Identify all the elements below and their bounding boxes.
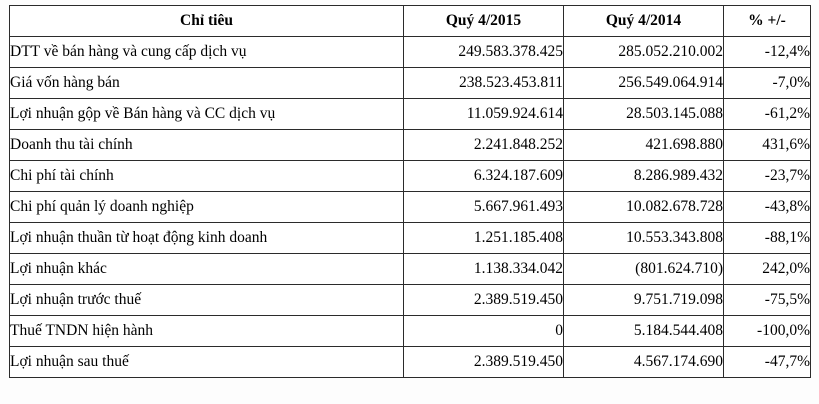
row-label: Thuế TNDN hiện hành [10, 316, 404, 347]
table-row [10, 285, 811, 316]
table-row [10, 130, 811, 161]
row-value-percent: -61,2% [724, 99, 811, 130]
column-header-percent-change: % +/- [724, 6, 811, 37]
row-value-percent: 242,0% [724, 254, 811, 285]
row-label: Lợi nhuận sau thuế [10, 347, 404, 378]
table-row [10, 37, 811, 68]
row-value-percent: -47,7% [724, 347, 811, 378]
row-label: DTT về bán hàng và cung cấp dịch vụ [10, 37, 404, 68]
table-header [10, 6, 811, 37]
table-row [10, 99, 811, 130]
row-value-q4-2015: 2.389.519.450 [404, 285, 564, 316]
row-value-q4-2015: 11.059.924.614 [404, 99, 564, 130]
row-value-q4-2014: 8.286.989.432 [564, 161, 724, 192]
financial-results-table [9, 5, 811, 378]
row-value-q4-2015: 249.583.378.425 [404, 37, 564, 68]
row-label: Chi phí quản lý doanh nghiệp [10, 192, 404, 223]
row-label: Lợi nhuận gộp về Bán hàng và CC dịch vụ [10, 99, 404, 130]
table-row [10, 68, 811, 99]
row-label: Lợi nhuận trước thuế [10, 285, 404, 316]
column-header-q4-2014: Quý 4/2014 [564, 6, 724, 37]
row-value-q4-2014: 9.751.719.098 [564, 285, 724, 316]
row-label: Chi phí tài chính [10, 161, 404, 192]
row-value-percent: -43,8% [724, 192, 811, 223]
row-label: Giá vốn hàng bán [10, 68, 404, 99]
row-value-q4-2015: 0 [404, 316, 564, 347]
column-header-q4-2015: Quý 4/2015 [404, 6, 564, 37]
row-value-q4-2015: 1.138.334.042 [404, 254, 564, 285]
row-value-q4-2015: 1.251.185.408 [404, 223, 564, 254]
row-value-q4-2014: 28.503.145.088 [564, 99, 724, 130]
row-value-q4-2014: 4.567.174.690 [564, 347, 724, 378]
table-row [10, 192, 811, 223]
row-value-q4-2014: 10.082.678.728 [564, 192, 724, 223]
row-value-q4-2014: (801.624.710) [564, 254, 724, 285]
row-value-percent: -7,0% [724, 68, 811, 99]
row-value-percent: -12,4% [724, 37, 811, 68]
row-value-q4-2014: 10.553.343.808 [564, 223, 724, 254]
table-body [10, 37, 811, 378]
row-value-percent: -100,0% [724, 316, 811, 347]
column-header-indicator: Chỉ tiêu [10, 6, 404, 37]
row-value-q4-2015: 2.241.848.252 [404, 130, 564, 161]
row-value-q4-2014: 285.052.210.002 [564, 37, 724, 68]
row-value-q4-2015: 6.324.187.609 [404, 161, 564, 192]
row-value-q4-2015: 2.389.519.450 [404, 347, 564, 378]
row-value-q4-2014: 5.184.544.408 [564, 316, 724, 347]
row-value-percent: 431,6% [724, 130, 811, 161]
row-value-q4-2015: 5.667.961.493 [404, 192, 564, 223]
table-header-row [10, 6, 811, 37]
table-row [10, 161, 811, 192]
row-value-percent: -75,5% [724, 285, 811, 316]
table-row [10, 254, 811, 285]
row-value-q4-2015: 238.523.453.811 [404, 68, 564, 99]
table-row [10, 316, 811, 347]
row-label: Lợi nhuận thuần từ hoạt động kinh doanh [10, 223, 404, 254]
row-value-percent: -23,7% [724, 161, 811, 192]
table-row [10, 347, 811, 378]
table-row [10, 223, 811, 254]
row-label: Lợi nhuận khác [10, 254, 404, 285]
row-value-q4-2014: 421.698.880 [564, 130, 724, 161]
row-value-percent: -88,1% [724, 223, 811, 254]
row-value-q4-2014: 256.549.064.914 [564, 68, 724, 99]
row-label: Doanh thu tài chính [10, 130, 404, 161]
